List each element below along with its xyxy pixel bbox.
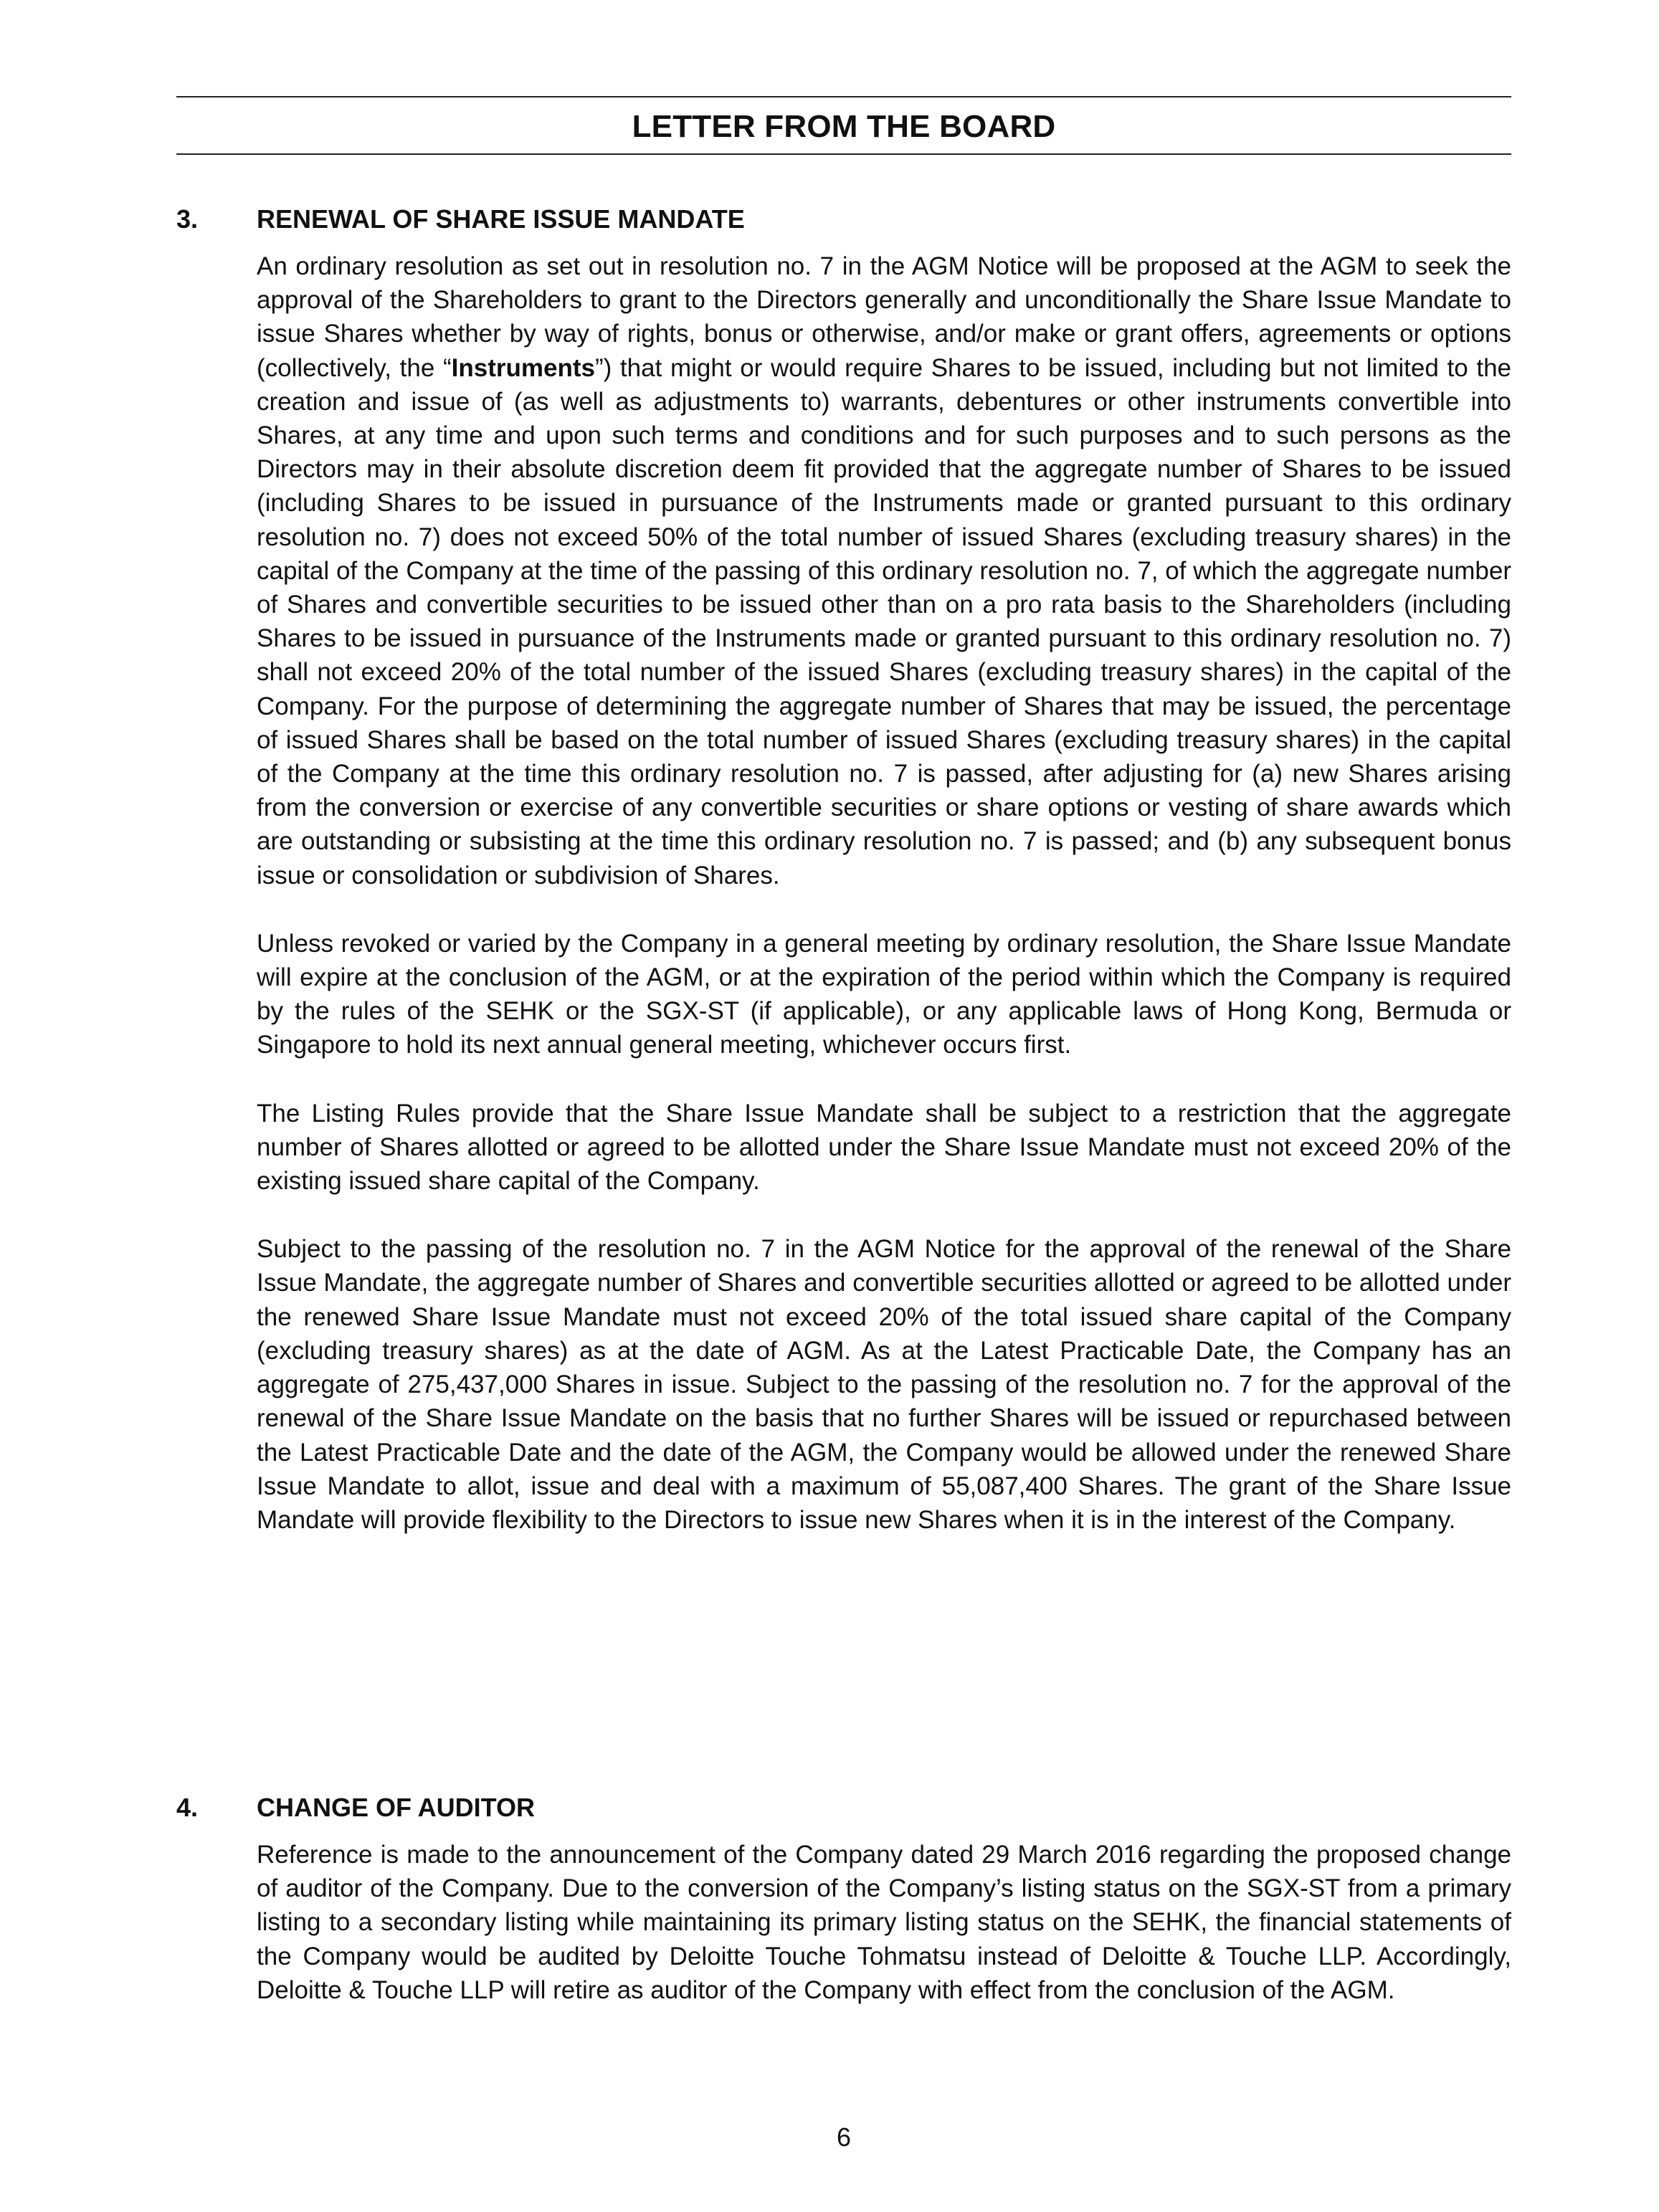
section-number: 3. (176, 204, 199, 234)
section-heading (176, 204, 1511, 238)
header-top-rule (176, 96, 1511, 97)
section-title: CHANGE OF AUDITOR (257, 1793, 536, 1822)
defined-term-instruments: Instruments (451, 353, 595, 382)
paragraph: The Listing Rules provide that the Share Issue Mandate shall be subject to a restriction that the aggregate number of Shares allotted or agreed to be allotted under the Share Issue Mandate must not exceed 20% of the existing issued share capital of the Company. (257, 1099, 1511, 1196)
paragraph: Subject to the passing of the resolution no. 7 in the AGM Notice for the approval of the renewal of the Share Issue Mandate, the aggregate number of Shares and convertible securities allotted or agreed to be allotted under the renewed Share Issue Mandate must not exceed 20% of the total issued share capital of the Company (excluding treasury shares) as at the date of AGM. As at the Latest Practicable Date, the Company has an aggregate of 275,437,000 Shares in issue. Subject to the passing of the resolution no. 7 for the approval of the renewal of the Share Issue Mandate on the basis that no further Shares will be issued or repurchased between the Latest Practicable Date and the date of the AGM, the Company would be allowed under the renewed Share Issue Mandate to allot, issue and deal with a maximum of 55,087,400 Shares. The grant of the Share Issue Mandate will provide flexibility to the Directors to issue new Shares when it is in the interest of the Company. (257, 1235, 1511, 1534)
page-number: 6 (836, 2122, 852, 2152)
section-heading (176, 1792, 1511, 1826)
paragraph: Reference is made to the announcement of the Company dated 29 March 2016 regarding the proposed change of auditor of the Company. Due to the conversion of the Company’s listing status on the SGX-ST from a primary listing to a secondary listing while maintaining its primary listing status on the SEHK, the financial statements of the Company would be audited by Deloitte Touche Tohmatsu instead of Deloitte & Touche LLP. Accordingly, Deloitte & Touche LLP will retire as auditor of the Company with effect from the conclusion of the AGM. (257, 1841, 1511, 2004)
page-header-title: LETTER FROM THE BOARD (632, 109, 1056, 144)
header-bottom-rule (176, 153, 1511, 155)
section-change-of-auditor (176, 1792, 1511, 2007)
paragraph-text: An ordinary resolution as set out in resolution no. 7 in the AGM Notice will be proposed at the AGM to seek the approval of the Shareholders to grant to the Directors generally and unconditionally the Share Issue Mandate to issue Shares whether by way of rights, bonus or otherwise, and/or make or grant offers, agreements or options (collectively, the “ (257, 252, 1511, 382)
section-number: 4. (176, 1793, 199, 1822)
paragraph-text: ”) that might or would require Shares to be issued, including but not limited to the creation and issue of (as well as adjustments to) warrants, debentures or other instruments convertible into Shares, at any time and upon such terms and conditions and for such purposes and to such persons as the Directors may in their absolute discretion deem fit provided that the aggregate number of Shares to be issued (including Shares to be issued in pursuance of the Instruments made or granted pursuant to this ordinary resolution no. 7) does not exceed 50% of the total number of issued Shares (excluding treasury shares) in the capital of the Company at the time of the passing of this ordinary resolution no. 7, of which the aggregate number of Shares and convertible securities to be issued other than on a pro rata basis to the Shareholders (including Shares to be issued in pursuance of the Instruments made or granted pursuant to this ordinary resolution no. 7) shall not exceed 20% of the total number of the issued Shares (excluding treasury shares) in the capital of the Company. For the purpose of determining the aggregate number of Shares that may be issued, the percentage of issued Shares shall be based on the total number of issued Shares (excluding treasury shares) in the capital of the Company at the time this ordinary resolution no. 7 is passed, after adjusting for (a) new Shares arising from the conversion or exercise of any convertible securities or share options or vesting of share awards which are outstanding or subsisting at the time this ordinary resolution no. 7 is passed; and (b) any subsequent bonus issue or consolidation or subdivision of Shares. (257, 353, 1511, 890)
section-renewal-of-share-issue-mandate (176, 204, 1511, 1537)
section-title: RENEWAL OF SHARE ISSUE MANDATE (257, 204, 745, 234)
paragraph: Unless revoked or varied by the Company in a general meeting by ordinary resolution, the Share Issue Mandate will expire at the conclusion of the AGM, or at the expiration of the period within which the Company is required by the rules of the SEHK or the SGX-ST (if applicable), or any applicable laws of Hong Kong, Bermuda or Singapore to hold its next annual general meeting, whichever occurs first. (257, 929, 1511, 1059)
paragraph (257, 249, 1511, 892)
